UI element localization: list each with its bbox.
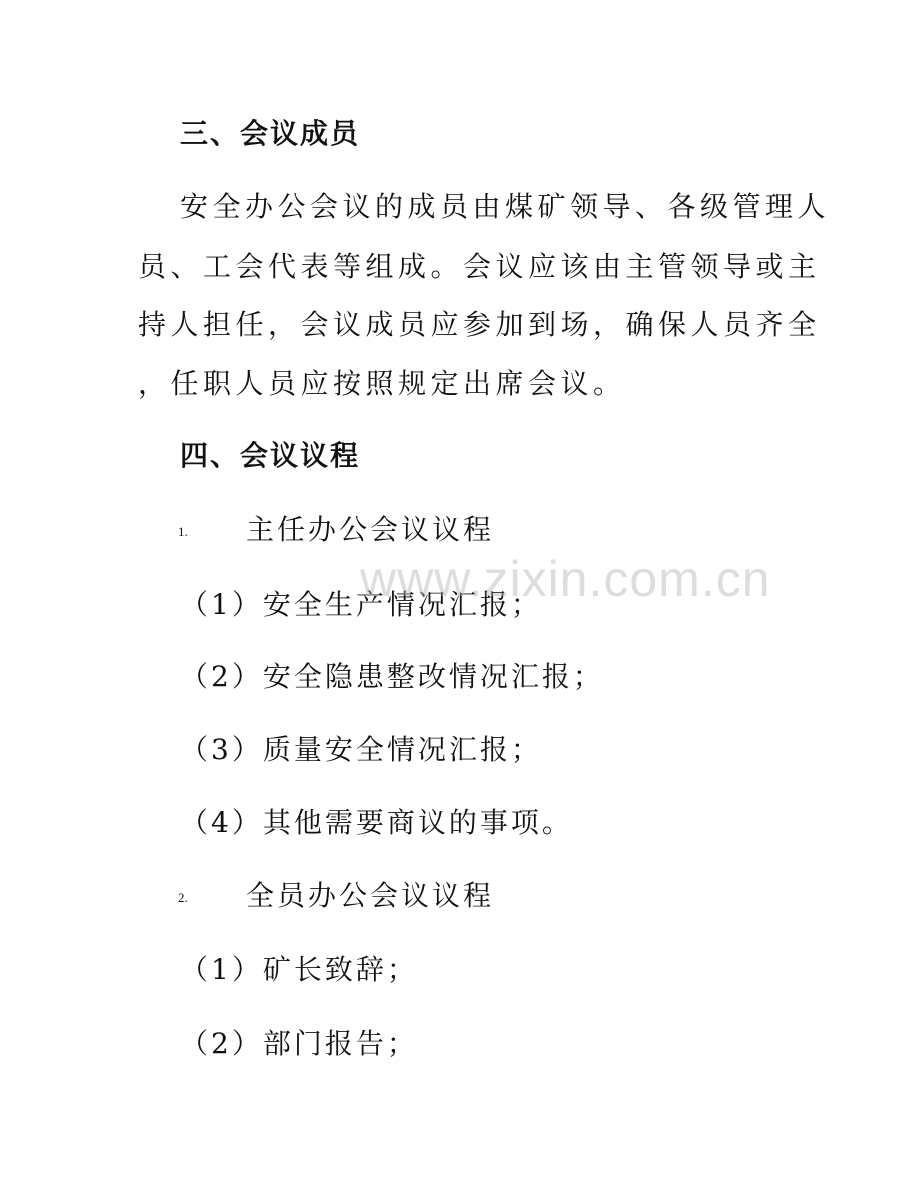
agenda-2-item-2: （2）部门报告； <box>180 1027 418 1060</box>
watermark: www.zixin.com.cn <box>360 551 771 607</box>
agenda-1-item-2: （2）安全隐患整改情况汇报； <box>180 660 604 693</box>
section-3-paragraph-line-4: ，任职人员应按照规定出席会议。 <box>138 367 626 400</box>
agenda-1-item-3: （3）质量安全情况汇报； <box>180 733 542 766</box>
section-3-paragraph-line-1: 安全办公会议的成员由煤矿领导、各级管理人 <box>180 190 831 223</box>
section-3-paragraph-line-3: 持人担任，会议成员应参加到场，确保人员齐全 <box>138 308 821 341</box>
agenda-1-item-1: （1）安全生产情况汇报； <box>180 588 542 621</box>
agenda-2-number: 2. <box>178 890 188 905</box>
agenda-2-title: 全员办公会议议程 <box>246 879 495 912</box>
section-3-paragraph-line-2: 员、工会代表等组成。会议应该由主管领导或主 <box>138 250 821 283</box>
section-3-heading: 三、会议成员 <box>180 117 361 150</box>
agenda-1-item-4: （4）其他需要商议的事项。 <box>180 806 573 839</box>
agenda-2-item-1: （1）矿长致辞； <box>180 953 418 986</box>
agenda-1-number: 1. <box>178 524 188 539</box>
section-4-heading: 四、会议议程 <box>180 439 361 472</box>
agenda-1-title: 主任办公会议议程 <box>246 513 495 546</box>
